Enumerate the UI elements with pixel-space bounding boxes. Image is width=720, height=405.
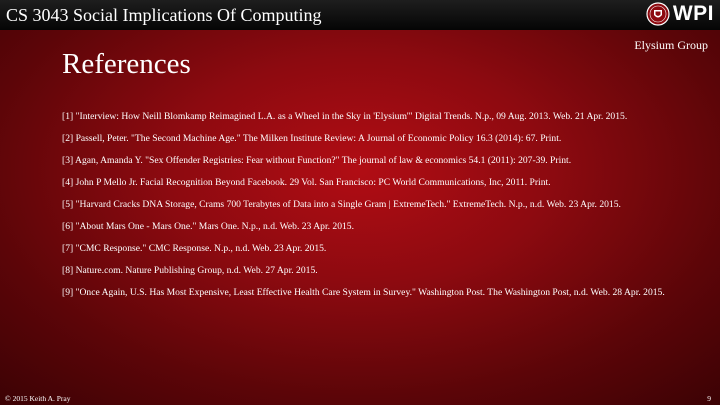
reference-item: [4] John P Mello Jr. Facial Recognition Beyond Facebook. 29 Vol. San Francisco: PC World Communications, Inc, 2011. Print. xyxy=(62,177,551,188)
reference-item: [7] "CMC Response." CMC Response. N.p., n.d. Web. 23 Apr. 2015. xyxy=(62,243,327,254)
reference-list xyxy=(62,111,672,309)
wpi-logo-text: WPI xyxy=(672,2,714,25)
reference-item: [3] Agan, Amanda Y. "Sex Offender Registries: Fear without Function?" The journal of law & economics 54.1 (2011): 207-39. Print. xyxy=(62,155,572,166)
page-title: References xyxy=(62,48,191,80)
reference-item: [6] "About Mars One - Mars One." Mars One. N.p., n.d. Web. 23 Apr. 2015. xyxy=(62,221,354,232)
reference-item: [8] Nature.com. Nature Publishing Group, n.d. Web. 27 Apr. 2015. xyxy=(62,265,318,276)
reference-item: [1] "Interview: How Neill Blomkamp Reimagined L.A. as a Wheel in the Sky in 'Elysium'" Digital Trends. N.p., 09 Aug. 2013. Web. 21 Apr. 2015. xyxy=(62,111,628,122)
copyright-notice: © 2015 Keith A. Pray xyxy=(5,394,71,403)
reference-item: [2] Passell, Peter. "The Second Machine Age." The Milken Institute Review: A Journal of Economic Policy 16.3 (2014): 67. Print. xyxy=(62,133,562,144)
reference-item: [9] "Once Again, U.S. Has Most Expensive, Least Effective Health Care System in Survey." Washington Post. The Washington Post, n.d. Web. 28 Apr. 2015. xyxy=(62,287,665,298)
course-title: CS 3043 Social Implications Of Computing xyxy=(6,5,322,25)
reference-item: [5] "Harvard Cracks DNA Storage, Crams 700 Terabytes of Data into a Single Gram | ExtremeTech." ExtremeTech. N.p., n.d. Web. 23 Apr. 2015. xyxy=(62,199,621,210)
wpi-logo xyxy=(646,2,714,26)
page-number: 9 xyxy=(707,394,711,403)
wpi-seal-icon xyxy=(646,2,670,26)
header-bar xyxy=(0,0,720,30)
group-name: Elysium Group xyxy=(634,38,708,52)
